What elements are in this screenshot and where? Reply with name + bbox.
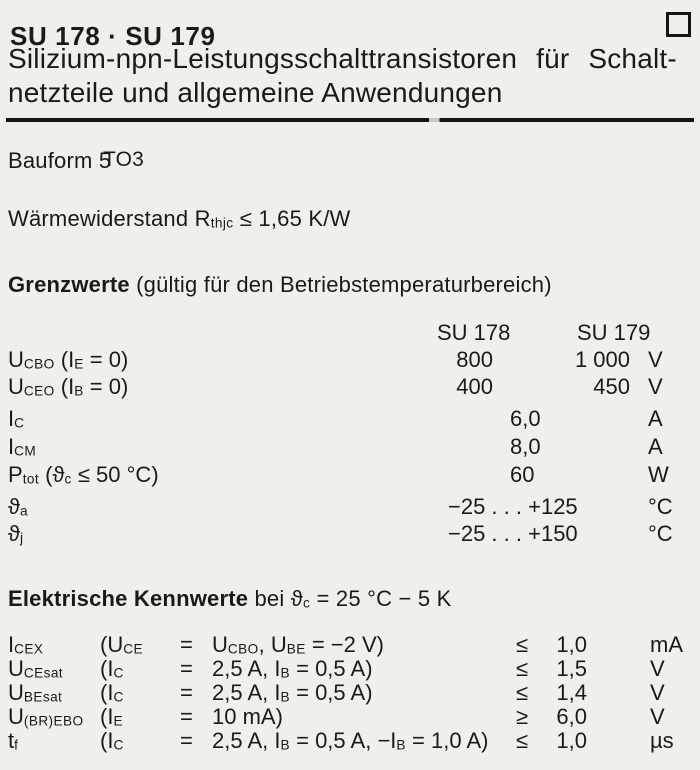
limit-row bbox=[0, 494, 700, 520]
range-value: −25 . . . +150 bbox=[448, 521, 578, 546]
limit-value: 1,0 bbox=[556, 632, 587, 657]
test-condition-value: $U_{CBO}$, $U_{BE} = -2$ V) bbox=[212, 632, 385, 657]
limit-row bbox=[0, 374, 700, 400]
param-label: $U_{CBO}$ $(I_E = 0)$ bbox=[8, 347, 129, 372]
subtitle-line-1: Silizium-npn-Leistungsschalttransistoren für Schalt- bbox=[8, 43, 677, 74]
relation-sign: ≤ bbox=[516, 728, 529, 753]
test-condition-subject: ($I_C$ bbox=[100, 728, 124, 753]
equals-sign: = bbox=[180, 728, 193, 753]
subtitle-line-2: netzteile und allgemeine Anwendungen bbox=[8, 77, 503, 108]
section-heading-bold: Grenzwerte bbox=[8, 272, 130, 297]
section-heading-bold: Elektrische Kennwerte bbox=[8, 586, 249, 611]
test-condition-value: 10 mA) bbox=[212, 704, 283, 729]
limit-value: 1,4 bbox=[556, 680, 587, 705]
param-label: $I_{CM}$ bbox=[8, 434, 37, 459]
characteristic-row bbox=[0, 728, 700, 752]
su178-value: 400 bbox=[456, 374, 493, 399]
unit-label: V bbox=[650, 704, 665, 729]
unit-label: µs bbox=[650, 728, 674, 753]
column-header-su178: SU 178 bbox=[437, 320, 511, 345]
param-label: $U_{CEO}$ $(I_B = 0)$ bbox=[8, 374, 129, 399]
limit-row bbox=[0, 462, 700, 488]
param-label: $ϑ_a$ bbox=[8, 494, 29, 519]
test-condition-subject: ($I_C$ bbox=[100, 680, 124, 705]
test-condition-value: 2,5 A, $I_B = 0,5$ A, $-I_B = 1,0$ A) bbox=[212, 728, 489, 753]
equals-sign: = bbox=[180, 704, 193, 729]
section-heading-note: (gültig für den Betriebstemperaturbereich) bbox=[129, 272, 552, 297]
characteristic-row bbox=[0, 656, 700, 680]
package-form-label: Bauform 5 bbox=[8, 148, 112, 173]
limit-row bbox=[0, 521, 700, 547]
test-condition-value: 2,5 A, $I_B = 0,5$ A) bbox=[212, 680, 373, 705]
unit-label: mA bbox=[650, 632, 683, 657]
limit-row bbox=[0, 347, 700, 373]
unit-label: V bbox=[650, 680, 665, 705]
su179-value: 1 000 bbox=[574, 347, 630, 372]
unit-label: A bbox=[648, 434, 663, 459]
column-header-su179: SU 179 bbox=[577, 320, 651, 345]
unit-label: A bbox=[648, 406, 663, 431]
unit-label: W bbox=[648, 462, 669, 487]
param-symbol: $t_f$ bbox=[8, 728, 19, 753]
common-value: 8,0 bbox=[510, 434, 541, 459]
param-label: $ϑ_j$ bbox=[8, 521, 24, 546]
test-condition-value: 2,5 A, $I_B = 0,5$ A) bbox=[212, 656, 373, 681]
section-heading-note: bei $ϑ_c = 25$ °C − 5 K bbox=[248, 586, 452, 611]
test-condition-subject: ($I_C$ bbox=[100, 656, 124, 681]
relation-sign: ≥ bbox=[516, 704, 529, 729]
equals-sign: = bbox=[180, 680, 193, 705]
test-condition-subject: ($I_E$ bbox=[100, 704, 123, 729]
su179-value: 450 bbox=[593, 374, 630, 399]
param-symbol: $U_{CEsat}$ bbox=[8, 656, 63, 681]
characteristic-row bbox=[0, 704, 700, 728]
relation-sign: ≤ bbox=[516, 632, 529, 657]
relation-sign: ≤ bbox=[516, 656, 529, 681]
param-label: $P_{tot}$ ($ϑ_c \le 50$ °C) bbox=[8, 462, 159, 487]
unit-label: °C bbox=[648, 521, 673, 546]
param-symbol: $U_{(BR)EBO}$ bbox=[8, 704, 84, 729]
relation-sign: ≤ bbox=[516, 680, 529, 705]
common-value: 60 bbox=[510, 462, 535, 487]
test-condition-subject: ($U_{CE}$ bbox=[100, 632, 143, 657]
unit-label: V bbox=[648, 374, 663, 399]
characteristic-row bbox=[0, 680, 700, 704]
section-heading-kennwerte bbox=[8, 586, 451, 612]
unit-label: °C bbox=[648, 494, 673, 519]
su178-value: 800 bbox=[456, 347, 493, 372]
square-marker-icon bbox=[666, 12, 691, 37]
unit-label: V bbox=[650, 656, 665, 681]
equals-sign: = bbox=[180, 656, 193, 681]
range-value: −25 . . . +125 bbox=[448, 494, 578, 519]
common-value: 6,0 bbox=[510, 406, 541, 431]
divider-rule bbox=[6, 118, 694, 122]
limit-row bbox=[0, 434, 700, 460]
unit-label: V bbox=[648, 347, 663, 372]
package-name: TO3 bbox=[103, 148, 145, 171]
param-symbol: $U_{BEsat}$ bbox=[8, 680, 63, 705]
limit-value: 6,0 bbox=[556, 704, 587, 729]
page-subtitle bbox=[8, 42, 696, 110]
equals-sign: = bbox=[180, 632, 193, 657]
param-symbol: $I_{CEX}$ bbox=[8, 632, 44, 657]
thermal-resistance-line: Wärmewiderstand $R_{thjc} \le 1,65$ K/W bbox=[8, 206, 351, 231]
section-heading-grenzwerte bbox=[8, 272, 552, 298]
limit-row bbox=[0, 406, 700, 432]
param-label: $I_C$ bbox=[8, 406, 25, 431]
page-title: SU 178 · SU 179 bbox=[10, 21, 216, 52]
characteristic-row bbox=[0, 632, 700, 656]
limit-value: 1,0 bbox=[556, 728, 587, 753]
limit-value: 1,5 bbox=[556, 656, 587, 681]
